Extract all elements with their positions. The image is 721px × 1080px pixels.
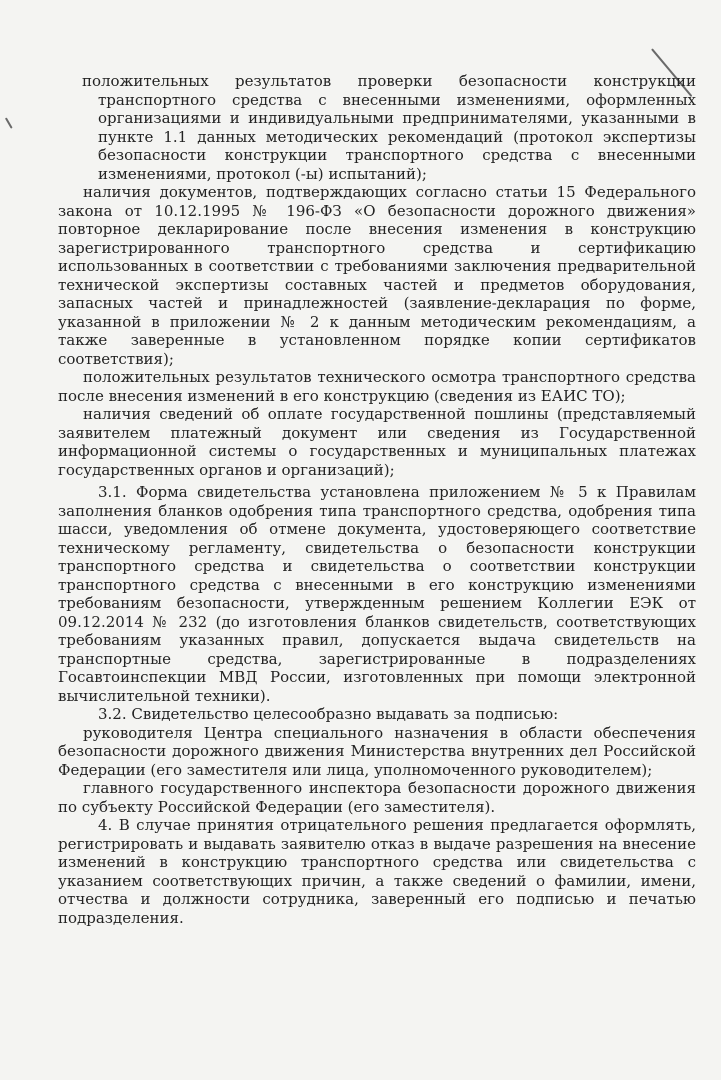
paragraph-3: положительных результатов технического осмотра транспортного средства после внесения изменений в его конструкцию (сведения из ЕАИС ТО); xyxy=(58,368,696,405)
paragraph-6: 3.2. Свидетельство целесообразно выдавать за подписью: xyxy=(98,705,559,723)
paragraph-1: положительных результатов проверки безопасности конструкции транспортного средства с внесенными изменениями, оформленных организациями и индивидуальными предпринимателями, указанными в пункте 1.1 данных методических рекомендаций (протокол экспертизы безопасности конструкции транспортного средства с внесенными изменениями, протокол (-ы) испытаний); xyxy=(82,72,696,183)
paragraph-7: руководителя Центра специального назначения в области обеспечения безопасности дорожного движения Министерства внутренних дел Российской Федерации (его заместителя или лица, уполномоченного руководителем); xyxy=(58,723,696,779)
scan-mark-left xyxy=(5,117,12,128)
document-body xyxy=(58,72,696,927)
paragraph-8: главного государственного инспектора безопасности дорожного движения по субъекту Российской Федерации (его заместителя). xyxy=(58,779,696,816)
paragraph-4: наличия сведений об оплате государственной пошлины (представляемый заявителем платежный документ или сведения из Государственной информационной системы о государственных и муниципальных платежах государственных органов и организаций); xyxy=(58,405,696,479)
paragraph-5: 3.1. Форма свидетельства установлена приложением № 5 к Правилам заполнения бланков одобрения типа транспортного средства, одобрения типа шасси, уведомления об отмене документа, удостоверяющего соответствие техническому регламенту, свидетельства о безопасности конструкции транспортного средства и свидетельства о соответствии конструкции транспортного средства с внесенными в его конструкцию изменениями требованиям безопасности, утвержденным решением Коллегии ЕЭК от 09.12.2014 № 232 (до изготовления бланков свидетельств, соответствующих требованиям указанных правил, допускается выдача свидетельств на транспортные средства, зарегистрированные в подразделениях Госавтоинспекции МВД России, изготовленных при помощи электронной вычислительной техники). xyxy=(58,483,696,705)
paragraph-9: 4. В случае принятия отрицательного решения предлагается оформлять, регистрировать и выдавать заявителю отказ в выдаче разрешения на внесение изменений в конструкцию транспортного средства или свидетельства с указанием соответствующих причин, а также сведений о фамилии, имени, отчества и должности сотрудника, заверенный его подписью и печатью подразделения. xyxy=(58,816,696,927)
paragraph-2: наличия документов, подтверждающих согласно статьи 15 Федерального закона от 10.12.1995 № 196-ФЗ «О безопасности дорожного движения» повторное декларирование после внесения изменения в конструкцию зарегистрированного транспортного средства и сертификацию использованных в соответствии с требованиями заключения предварительной технической экспертизы составных частей и предметов оборудования, запасных частей и принадлежностей (заявление-декларация по форме, указанной в приложении № 2 к данным методическим рекомендациям, а также заверенные в установленном порядке копии сертификатов соответствия); xyxy=(58,183,696,368)
